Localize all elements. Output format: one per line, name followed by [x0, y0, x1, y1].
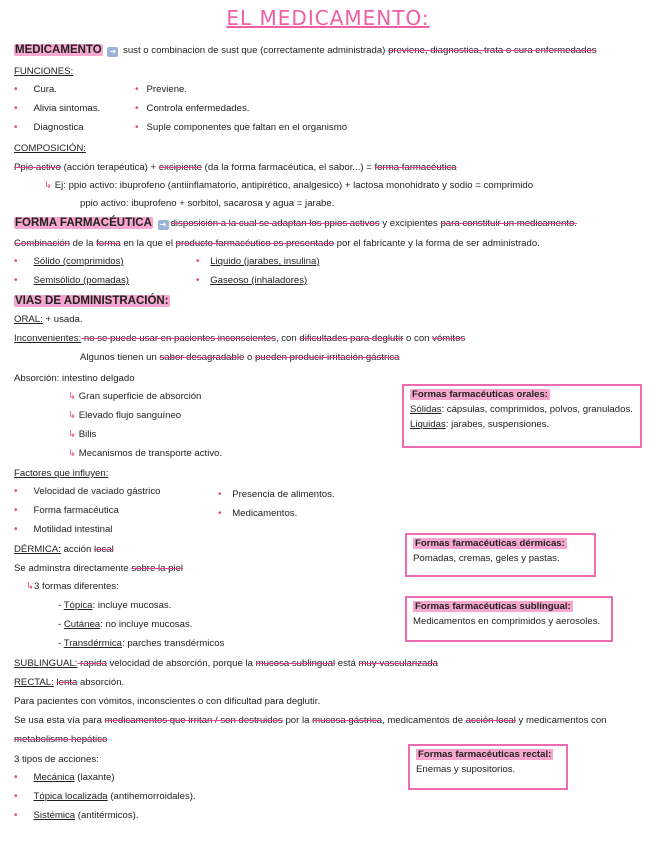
bullet-icon: • [14, 122, 18, 133]
forma-farmaceutica: forma farmacéutica [374, 162, 457, 173]
composicion-line [14, 162, 457, 174]
bullet-icon: • [14, 486, 18, 497]
dermica-line [14, 544, 114, 556]
text: Transdérmica [63, 638, 122, 649]
text: acción local [465, 715, 516, 726]
forma-types-right [196, 256, 320, 294]
term-medicamento: MEDICAMENTO [15, 44, 102, 56]
text: o [244, 352, 255, 363]
text: en la que el [120, 238, 176, 249]
text: : jarabes, suspensiones. [445, 418, 550, 430]
bullet-icon: • [218, 489, 222, 500]
text: 3 formas diferentes: [34, 581, 119, 592]
list-item: Forma farmacéutica [33, 505, 119, 516]
def-highlight: previene, diagnostica, trata o cura enfermedades [388, 45, 597, 56]
bullet-icon: • [14, 524, 18, 535]
text: Ej: ppio activo: ibuprofeno (antiinflamatorio, antipirético, analgesico) + lactosa monohidrato y sodio = comprimido [54, 180, 534, 191]
list-item: Presencia de alimentos. [232, 489, 335, 500]
text: , medicamentos de [381, 715, 466, 726]
forma-line-2 [14, 238, 540, 250]
bullet-icon: • [14, 103, 18, 114]
text: vómitos [432, 333, 466, 344]
text: no se puede usar en [81, 333, 175, 344]
text: acción [60, 544, 94, 555]
abs-list [68, 391, 222, 467]
arrow-return-icon: ↳ [44, 180, 53, 191]
bullet-icon: • [14, 505, 18, 516]
absorcion: Absorción: intestino delgado [14, 373, 135, 384]
text: (acción terapéutica) + [60, 162, 159, 173]
def-text: sust o combinacion de sust que (correctamente administrada) [120, 45, 389, 56]
list-item: Motilidad intestinal [33, 524, 113, 535]
text: dificultades para deglutir [299, 333, 404, 344]
tipos-heading: 3 tipos de acciones: [14, 754, 99, 765]
list-item: Suple componentes que faltan en el organismo [146, 122, 348, 133]
text: (antitérmicos). [75, 810, 139, 821]
arrow-return-icon: ↳ [68, 410, 77, 421]
box-title: Formas farmacéuticas rectal: [418, 749, 552, 760]
ppio-activo: Ppio activo [14, 162, 61, 173]
list-item: Controla enfermedades. [146, 103, 250, 114]
arrow-return-icon: ↳ [68, 391, 77, 402]
text: Mecánica [33, 772, 75, 783]
text: Algunos tienen un [80, 352, 160, 363]
box-orales [402, 384, 642, 448]
bullet-icon: • [135, 122, 139, 133]
text: forma [96, 238, 121, 249]
box-title: Formas farmacéuticas orales: [412, 389, 548, 400]
list-item: Velocidad de vaciado gástrico [33, 486, 161, 497]
list-item: Semisólido (pomadas) [33, 275, 129, 286]
text: : parches transdérmicos [121, 638, 225, 649]
rectal-line-2: Para pacientes con vómitos, inconscientes o con dificultad para deglutir. [14, 696, 321, 707]
bullet-icon: • [196, 256, 200, 267]
text: Sólidas [410, 403, 442, 415]
acciones-list [14, 772, 196, 829]
text: Combinación [14, 238, 70, 249]
box-dermicas [405, 533, 596, 577]
list-item: Liquido (jarabes, insulina) [210, 256, 320, 267]
text: Sistémica [33, 810, 76, 821]
text: Medicamentos en comprimidos y aerosoles. [413, 615, 601, 627]
text: Se adminstra directamente [14, 563, 132, 574]
funciones-right [135, 84, 347, 141]
rectal-label: RECTAL: [14, 677, 54, 688]
text: mucosa gástrica [312, 715, 382, 726]
oral-label: ORAL: [14, 314, 43, 325]
definition-line [14, 43, 597, 57]
funciones-left [14, 84, 100, 141]
list-item: Gran superficie de absorción [78, 391, 202, 402]
box-title: Formas farmacéuticas sublingual: [415, 601, 571, 612]
forma-heading: FORMA FARMACÉUTICA [15, 217, 152, 229]
arrow-right-icon: ➜ [107, 47, 118, 57]
bullet-icon: • [14, 256, 18, 267]
rectal-line-4: metabolismo hepático [14, 734, 108, 745]
text: medicamentos que irritan / son destruidos [104, 715, 283, 726]
arrow-right-icon: ➜ [158, 220, 169, 230]
example-2: ppio activo: ibuprofeno + sorbitol, sacarosa y agua = jarabe. [80, 198, 335, 209]
text: mucosa sublingual [255, 658, 336, 669]
inconv-line [14, 333, 465, 345]
oral-line [14, 314, 83, 326]
text: y excipientes [379, 218, 441, 229]
text: se adaptan los ppios activos [259, 218, 380, 229]
bullet-icon: • [135, 84, 139, 95]
text: + usada. [42, 314, 83, 325]
text: : cápsulas, comprimidos, polvos, granulados. [441, 403, 633, 415]
text: lenta [56, 677, 78, 688]
text: disposición a la cual [170, 218, 260, 229]
text: (antihemorroidales). [107, 791, 196, 802]
bullet-icon: • [218, 508, 222, 519]
text: , con [275, 333, 300, 344]
funciones-heading: FUNCIONES: [14, 66, 74, 77]
bullet-icon: • [14, 275, 18, 286]
excipiente: excipiente [158, 162, 202, 173]
list-item: Gaseoso (inhaladores) [210, 275, 308, 286]
text: Tópica localizada [33, 791, 108, 802]
formas-list: - Tópica: incluye mucosas. - Cutánea: no incluye mucosas. - Transdérmica: parches transdérmicos [58, 600, 225, 649]
factores-heading: Factores que influyen: [14, 468, 109, 479]
list-item: Elevado flujo sanguíneo [78, 410, 182, 421]
text: rapida [77, 658, 107, 669]
dermica-label: DÉRMICA: [14, 544, 61, 555]
text: sobre la piel [131, 563, 184, 574]
factores-right [218, 489, 335, 527]
text: velocidad de absorción, porque la [106, 658, 256, 669]
arrow-return-icon: ↳ [26, 581, 35, 592]
factores-left [14, 486, 160, 543]
text: Enemas y supositorios. [416, 763, 516, 775]
dermica-line-2 [14, 563, 183, 575]
text: Liquidas [410, 418, 446, 430]
inconv-line-2 [80, 352, 399, 364]
text: o con [403, 333, 433, 344]
list-item: Bilis [78, 429, 97, 440]
bullet-icon: • [14, 791, 18, 802]
text: Inconvenientes: [14, 333, 82, 344]
bullet-icon: • [14, 810, 18, 821]
bullet-icon: • [14, 772, 18, 783]
arrow-return-icon: ↳ [68, 429, 77, 440]
text: absorción. [77, 677, 125, 688]
composicion-heading: COMPOSICIÓN: [14, 143, 86, 154]
arrow-return-icon: ↳ [68, 448, 77, 459]
page-title: EL MEDICAMENTO: [226, 6, 430, 30]
rectal-line-3 [14, 715, 607, 727]
text: pueden producir irritación gástrica [254, 352, 400, 363]
bullet-icon: • [196, 275, 200, 286]
text: sabor desagradable [159, 352, 245, 363]
list-item: Diagnostica [33, 122, 84, 133]
bullet-icon: • [14, 84, 18, 95]
text: (da la forma farmacéutica, el sabor...) = [202, 162, 375, 173]
text: muy vascularizada [358, 658, 438, 669]
text: Pomadas, cremas, geles y pastas. [413, 552, 560, 564]
list-item: Sólido (comprimidos) [33, 256, 124, 267]
box-rectal [408, 744, 568, 790]
text: está [335, 658, 359, 669]
sublingual-label: SUBLINGUAL: [14, 658, 78, 669]
list-item: Previene. [146, 84, 188, 95]
text: : incluye mucosas. [92, 600, 172, 611]
vias-heading: VIAS DE ADMINISTRACIÓN: [15, 295, 169, 307]
text: Cutánea [63, 619, 101, 630]
rectal-line [14, 677, 124, 689]
list-item: Cura. [33, 84, 57, 95]
text: Tópica [63, 600, 93, 611]
list-item: Medicamentos. [232, 508, 298, 519]
example-1 [44, 180, 533, 192]
sublingual-line [14, 658, 438, 670]
tres-formas [26, 581, 119, 593]
text: de la [70, 238, 97, 249]
text: : no incluye mucosas. [100, 619, 193, 630]
text: Se usa esta vía para [14, 715, 105, 726]
forma-line [14, 216, 577, 230]
text: local [93, 544, 114, 555]
text: por el fabricante y la forma de ser administrado. [334, 238, 540, 249]
vias-heading-wrap [14, 294, 170, 308]
text: producto farmacéutico es presentado [175, 238, 335, 249]
box-sublingual [405, 596, 613, 642]
box-title: Formas farmacéuticas dérmicas: [415, 538, 565, 549]
list-item: Mecanismos de transporte activo. [78, 448, 223, 459]
text: y medicamentos con [515, 715, 607, 726]
text: para constituir un medicamento. [440, 218, 577, 229]
text: (laxante) [74, 772, 115, 783]
text: pacientes inconscientes [174, 333, 276, 344]
forma-types-left [14, 256, 129, 294]
text: por la [282, 715, 313, 726]
bullet-icon: • [135, 103, 139, 114]
list-item: Alivia sintomas. [33, 103, 101, 114]
